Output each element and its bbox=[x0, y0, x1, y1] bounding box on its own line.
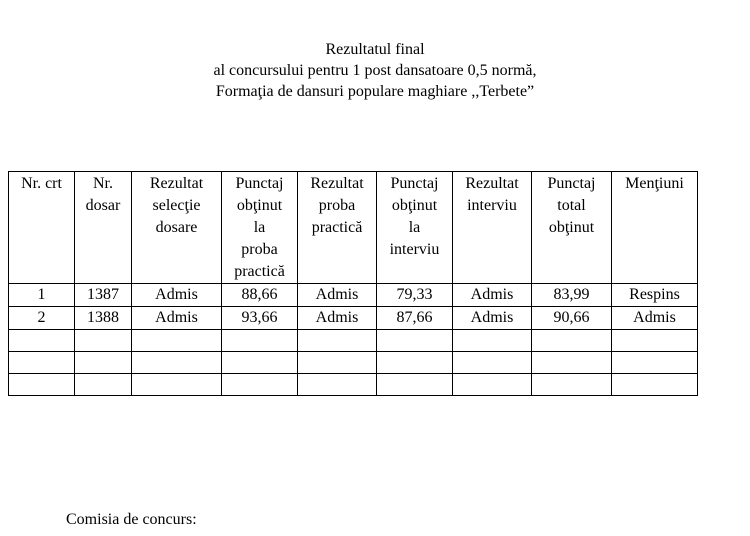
table-cell bbox=[222, 374, 298, 396]
table-cell bbox=[9, 352, 75, 374]
table-cell: 87,66 bbox=[377, 307, 453, 330]
table-cell bbox=[298, 352, 377, 374]
table-cell bbox=[612, 374, 698, 396]
table-cell: Admis bbox=[453, 284, 532, 307]
table-cell bbox=[377, 374, 453, 396]
table-row bbox=[9, 352, 698, 374]
table-cell bbox=[612, 330, 698, 352]
header-punctaj-total: Punctaj total obţinut bbox=[532, 172, 612, 284]
table-cell: 90,66 bbox=[532, 307, 612, 330]
table-cell bbox=[453, 352, 532, 374]
table-cell: 88,66 bbox=[222, 284, 298, 307]
document-title bbox=[0, 39, 750, 102]
table-cell: Admis bbox=[298, 284, 377, 307]
table-cell bbox=[132, 374, 222, 396]
commission-label: Comisia de concurs: bbox=[66, 511, 197, 528]
header-punctaj-interviu: Punctaj obţinut la interviu bbox=[377, 172, 453, 284]
table-cell: 1387 bbox=[75, 284, 132, 307]
header-nr-crt: Nr. crt bbox=[9, 172, 75, 284]
table-row bbox=[9, 374, 698, 396]
table-cell: 1 bbox=[9, 284, 75, 307]
table-cell: 83,99 bbox=[532, 284, 612, 307]
title-line-2: al concursului pentru 1 post dansatoare 0,5 normă, bbox=[213, 62, 537, 79]
table-cell: Admis bbox=[612, 307, 698, 330]
header-row bbox=[9, 172, 698, 284]
table-cell: Respins bbox=[612, 284, 698, 307]
table-cell: 93,66 bbox=[222, 307, 298, 330]
table-cell bbox=[453, 374, 532, 396]
table-cell: Admis bbox=[132, 307, 222, 330]
table-cell bbox=[9, 330, 75, 352]
table-cell bbox=[377, 352, 453, 374]
title-line-1: Rezultatul final bbox=[325, 41, 425, 58]
header-rezultat-selectie: Rezultat selecţie dosare bbox=[132, 172, 222, 284]
header-rezultat-interviu: Rezultat interviu bbox=[453, 172, 532, 284]
table-cell bbox=[377, 330, 453, 352]
table-cell bbox=[75, 330, 132, 352]
table-cell: Admis bbox=[132, 284, 222, 307]
table-row bbox=[9, 307, 698, 330]
header-punctaj-proba: Punctaj obţinut la proba practică bbox=[222, 172, 298, 284]
table-row bbox=[9, 284, 698, 307]
table-cell: 1388 bbox=[75, 307, 132, 330]
table-cell bbox=[222, 330, 298, 352]
table-cell bbox=[75, 352, 132, 374]
table-cell bbox=[222, 352, 298, 374]
table-cell: Admis bbox=[453, 307, 532, 330]
header-nr-dosar: Nr. dosar bbox=[75, 172, 132, 284]
table-cell: 2 bbox=[9, 307, 75, 330]
table-cell bbox=[75, 374, 132, 396]
table-row bbox=[9, 330, 698, 352]
table-cell: Admis bbox=[298, 307, 377, 330]
table-cell bbox=[132, 352, 222, 374]
table-cell bbox=[453, 330, 532, 352]
title-line-3: Formaţia de dansuri populare maghiare ,,Terbete” bbox=[215, 83, 535, 100]
table-cell bbox=[132, 330, 222, 352]
table-cell: 79,33 bbox=[377, 284, 453, 307]
header-rezultat-proba: Rezultat proba practică bbox=[298, 172, 377, 284]
results-table bbox=[8, 171, 698, 396]
table-cell bbox=[9, 374, 75, 396]
table-cell bbox=[532, 330, 612, 352]
table-cell bbox=[532, 352, 612, 374]
header-mentiuni: Menţiuni bbox=[612, 172, 698, 284]
table-cell bbox=[532, 374, 612, 396]
table-cell bbox=[612, 352, 698, 374]
table-cell bbox=[298, 330, 377, 352]
table-cell bbox=[298, 374, 377, 396]
